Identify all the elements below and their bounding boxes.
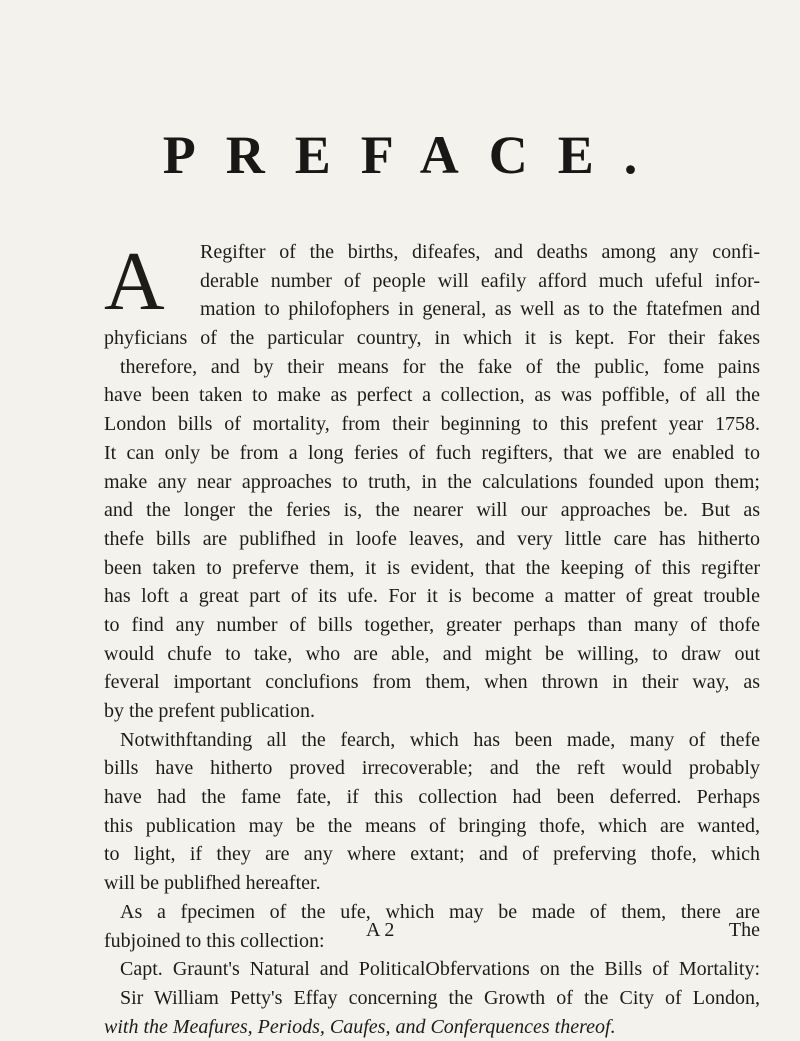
text-line: been taken to preferve them, it is evident, that the keeping of this regifter	[104, 556, 760, 579]
text-line: Notwithftanding all the fearch, which has been made, many of thefe	[120, 728, 760, 751]
catchword: The	[728, 919, 760, 941]
text-line: London bills of mortality, from their beginning to this prefent year 1758.	[104, 413, 760, 436]
text-line: has loft a great part of its ufe. For it is become a matter of great trouble	[104, 585, 760, 608]
text-line: phyficians of the particular country, in which it is kept. For their fakes	[104, 327, 760, 350]
signature-mark: A 2	[366, 919, 395, 941]
text-line: would chufe to take, who are able, and might be willing, to draw out	[104, 642, 760, 665]
text-line: Regifter of the births, difeafes, and deaths among any confi-	[200, 241, 760, 263]
text-line: It can only be from a long feries of fuch regifters, that we are enabled to	[104, 441, 760, 464]
opening-paragraph	[104, 235, 760, 328]
text-line: and the longer the feries is, the nearer will our approaches be. But as	[104, 499, 760, 522]
text-line: feveral important conclufions from them, when thrown in their way, as	[104, 671, 760, 694]
text-line: have been taken to make as perfect a collection, as was poffible, of all the	[104, 384, 760, 407]
citation-line: with the Meafures, Periods, Caufes, and Conferquences thereof.	[104, 1015, 616, 1038]
drop-cap: A	[104, 235, 165, 328]
text-line: fubjoined to this collection:	[104, 929, 325, 952]
text-line: will be publifhed hereafter.	[104, 872, 321, 895]
citation-line: Sir William Petty's Effay concerning the Growth of the City of London,	[120, 986, 760, 1009]
page-title: PREFACE.	[162, 125, 668, 185]
text-line: by the prefent publication.	[104, 700, 316, 722]
text-line: to find any number of bills together, greater perhaps than many of thofe	[104, 613, 760, 636]
citation-line: Capt. Graunt's Natural and PoliticalObfervations on the Bills of Mortality:	[120, 958, 760, 981]
text-line: bills have hitherto proved irrecoverable; and the reft would probably	[104, 757, 760, 780]
text-line: make any near approaches to truth, in the calculations founded upon them;	[104, 470, 760, 493]
text-line: mation to philofophers in general, as well as to the ftatefmen and	[200, 298, 760, 321]
page-footer	[104, 919, 760, 947]
text-line: thefe bills are publifhed in loofe leaves, and very little care has hitherto	[104, 527, 760, 550]
text-line: this publication may be the means of bringing thofe, which are wanted,	[104, 814, 760, 837]
text-line: to light, if they are any where extant; and of preferving thofe, which	[104, 843, 760, 866]
text-line: have had the fame fate, if this collection had been deferred. Perhaps	[104, 786, 760, 809]
text-line: therefore, and by their means for the fake of the public, fome pains	[120, 355, 760, 378]
text-line: As a fpecimen of the ufe, which may be made of them, there are	[120, 900, 760, 923]
text-line: derable number of people will eafily afford much ufeful infor-	[200, 269, 760, 292]
